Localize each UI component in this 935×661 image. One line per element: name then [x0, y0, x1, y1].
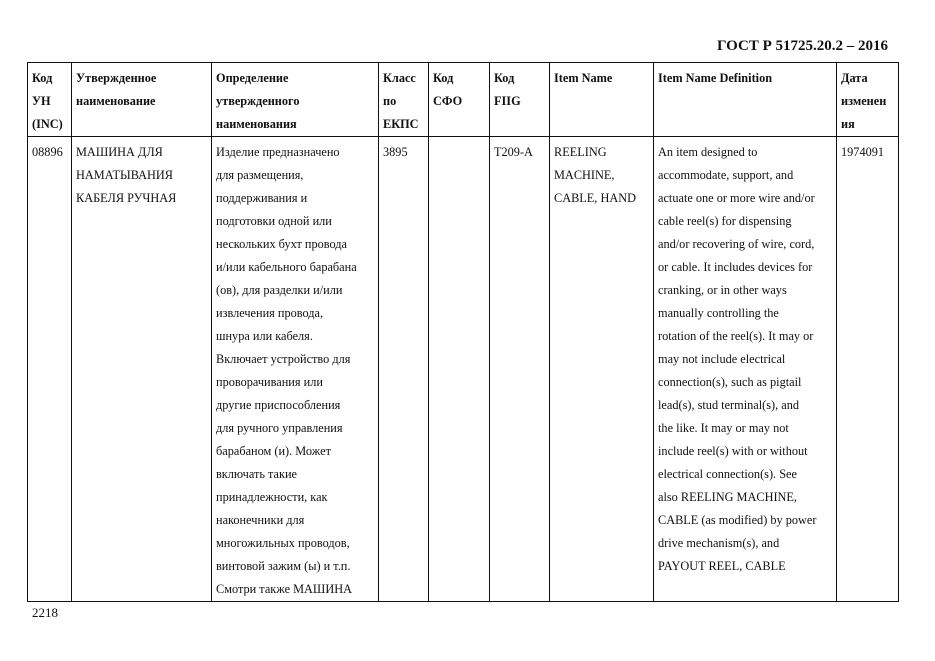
- column-header-item-name-definition: Item Name Definition: [654, 63, 837, 137]
- page-number: 2218: [32, 605, 58, 620]
- cell-code-inc: 08896: [28, 137, 72, 602]
- cell-change-date: 1974091: [837, 137, 899, 602]
- cell-item-name-definition: An item designed to accommodate, support, and actuate one or more wire and/or cable reel(s) for dispensing and/or recovering of wire, cord, or cable. It includes devices for cranking, or in other ways manually controlling the rotation of the reel(s). It may or may not include electrical connection(s), such as pigtail lead(s), stud terminal(s), and the like. It may or may not include reel(s) with or without electrical connection(s). See also REELING MACHINE, CABLE (as modified) by power drive mechanism(s), and PAYOUT REEL, CABLE: [654, 137, 837, 602]
- column-header-item-name: Item Name: [550, 63, 654, 137]
- cell-code-fiig: T209-A: [490, 137, 550, 602]
- column-header-code-sfo: Код СФО: [429, 63, 490, 137]
- cell-class-ekps: 3895: [379, 137, 429, 602]
- item-name-table: [27, 62, 899, 602]
- document-standard-header: ГОСТ Р 51725.20.2 – 2016: [716, 38, 888, 54]
- table-header-row: [28, 63, 899, 137]
- column-header-approved-name: Утвержденное наименование: [72, 63, 212, 137]
- column-header-class-ekps: Класс по ЕКПС: [379, 63, 429, 137]
- column-header-definition: Определение утвержденного наименования: [212, 63, 379, 137]
- cell-approved-name: МАШИНА ДЛЯ НАМАТЫВАНИЯ КАБЕЛЯ РУЧНАЯ: [72, 137, 212, 602]
- column-header-code-inc: Код УН (INC): [28, 63, 72, 137]
- cell-definition-ru: Изделие предназначено для размещения, поддерживания и подготовки одной или нескольких бухт провода и/или кабельного барабана (ов), для разделки и/или извлечения провода, шнура или кабеля. Включает устройство для проворачивания или другие приспособления для ручного управления барабаном (и). Может включать такие принадлежности, как наконечники для многожильных проводов, винтовой зажим (ы) и т.п. Смотри также МАШИНА: [212, 137, 379, 602]
- table-row: [28, 137, 899, 602]
- cell-code-sfo: [429, 137, 490, 602]
- column-header-code-fiig: Код FIIG: [490, 63, 550, 137]
- cell-item-name: REELING MACHINE, CABLE, HAND: [550, 137, 654, 602]
- column-header-change-date: Дата изменен ия: [837, 63, 899, 137]
